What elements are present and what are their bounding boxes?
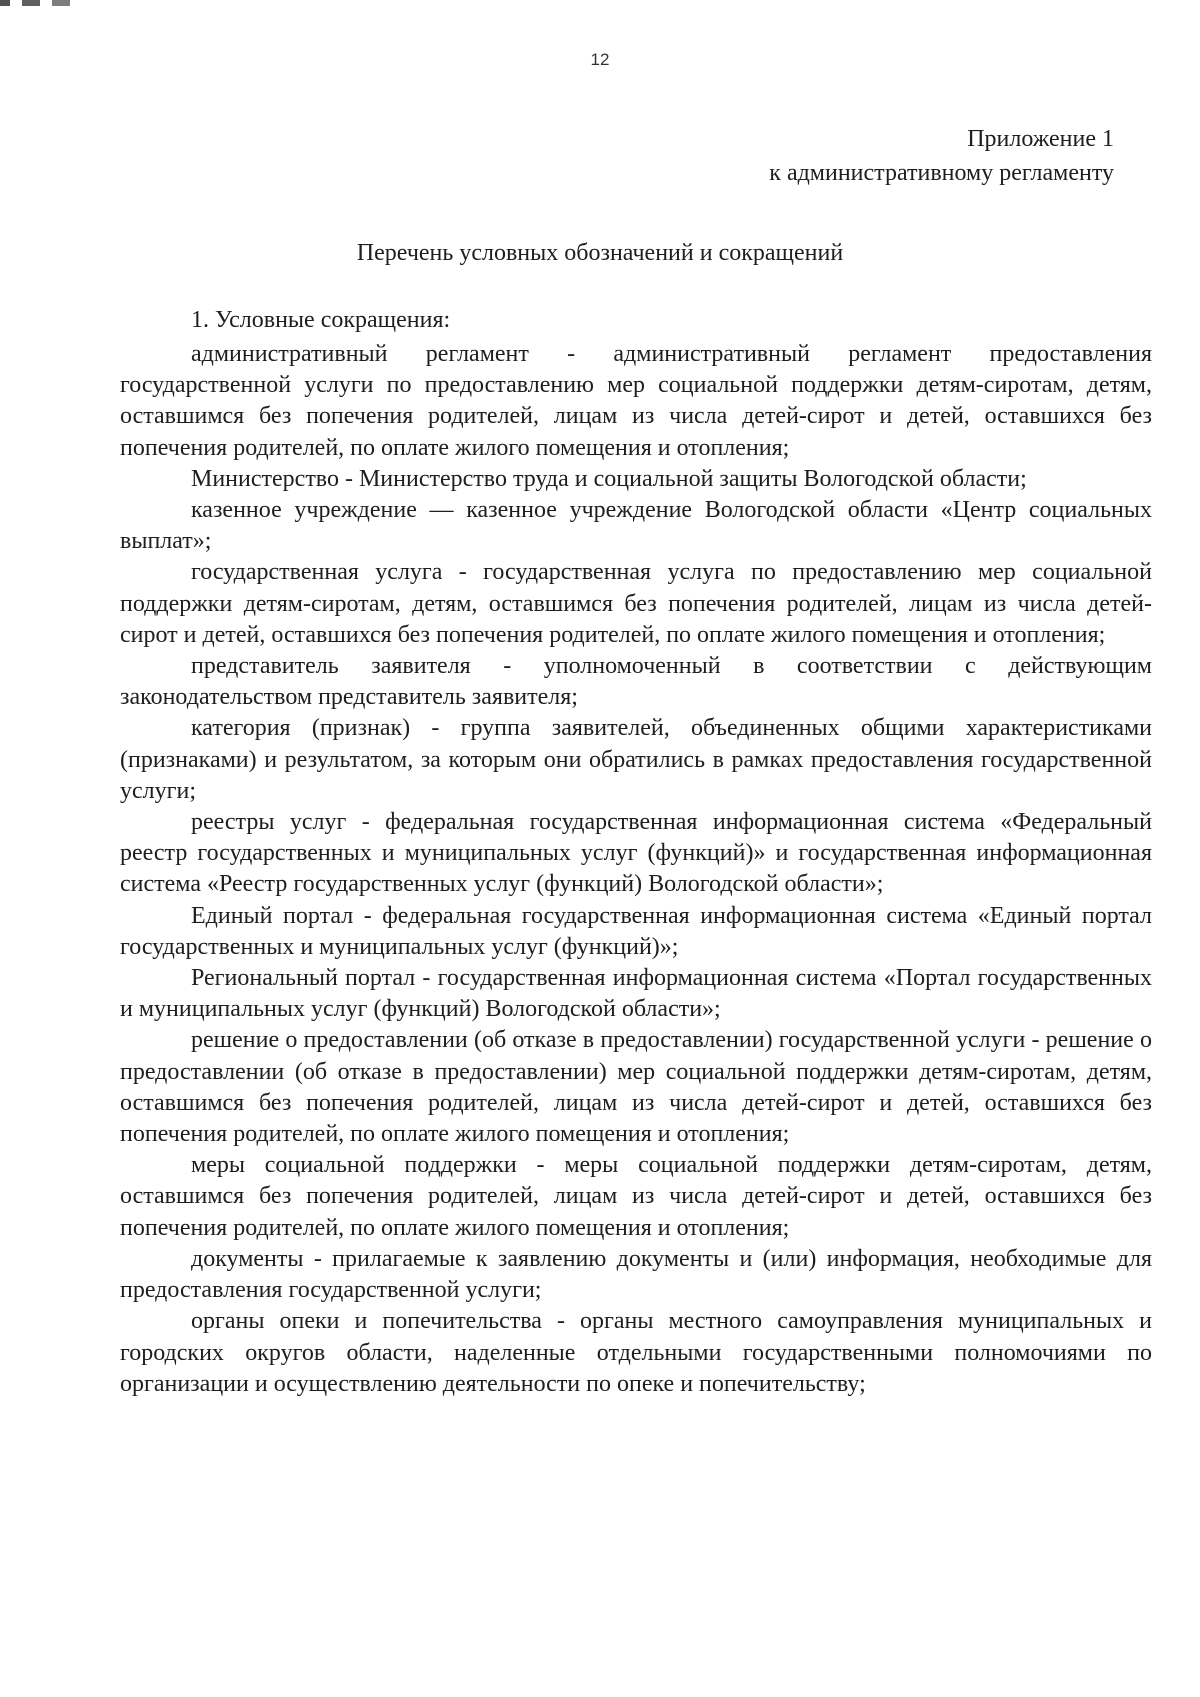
appendix-line-2: к административному регламенту xyxy=(769,160,1114,186)
section-heading: 1. Условные сокращения: xyxy=(191,307,451,333)
appendix-header xyxy=(769,122,1114,190)
definition-item: Региональный портал - государственная информационная система «Портал государственных и муниципальных услуг (функций) Вологодской области»; xyxy=(120,965,1152,1023)
definition-item: решение о предоставлении (об отказе в предоставлении) государственной услуги - решение о предоставлении (об отказе в предоставлении) мер социальной поддержки детям-сиротам, детям, оставшимся без попечения родителей, лицам из числа детей-сирот и детей, оставшихся без попечения родителей, по оплате жилого помещения и отопления; xyxy=(120,1027,1152,1148)
appendix-line-1: Приложение 1 xyxy=(967,126,1114,152)
definition-item: категория (признак) - группа заявителей, объединенных общими характеристиками (признаками) и результатом, за которым они обратились в рамках предоставления государственной услуги; xyxy=(120,715,1152,804)
definition-item: представитель заявителя - уполномоченный в соответствии с действующим законодательством представитель заявителя; xyxy=(120,653,1152,711)
definition-item: Министерство - Министерство труда и социальной защиты Вологодской области; xyxy=(191,465,1027,492)
page-number: 12 xyxy=(590,50,610,69)
definition-item: административный регламент - административный регламент предоставления государственной услуги по предоставлению мер социальной поддержки детям-сиротам, детям, оставшимся без попечения родителей, лицам из числа детей-сирот и детей, оставшихся без попечения родителей, по оплате жилого помещения и отопления; xyxy=(120,341,1152,461)
document-title: Перечень условных обозначений и сокращений xyxy=(356,240,844,266)
definition-item: реестры услуг - федеральная государственная информационная система «Федеральный реестр государственных и муниципальных услуг (функций)» и государственная информационная система «Реестр государственных услуг (функций) Вологодской области»; xyxy=(120,809,1152,898)
definition-item: государственная услуга - государственная услуга по предоставлению мер социальной поддержки детям-сиротам, детям, оставшимся без попечения родителей, лицам из числа детей-сирот и детей, оставшихся без попечения родителей, по оплате жилого помещения и отопления; xyxy=(120,559,1152,648)
definition-item: документы - прилагаемые к заявлению документы и (или) информация, необходимые для предоставления государственной услуги; xyxy=(120,1245,1152,1304)
definition-item: казенное учреждение — казенное учреждение Вологодской области «Центр социальных выплат»; xyxy=(120,497,1152,555)
definition-item: органы опеки и попечительства - органы местного самоуправления муниципальных и городских округов области, наделенные отдельными государственными полномочиями по организации и осуществлению деятельности по опеке и попечительству; xyxy=(120,1308,1152,1397)
definitions-list xyxy=(120,339,1152,1400)
scan-artifact xyxy=(0,0,90,6)
definition-item: Единый портал - федеральная государственная информационная система «Единый портал государственных и муниципальных услуг (функций)»; xyxy=(120,902,1152,960)
definition-item: меры социальной поддержки - меры социальной поддержки детям-сиротам, детям, оставшимся без попечения родителей, лицам из числа детей-сирот и детей, оставшихся без попечения родителей, по оплате жилого помещения и отопления; xyxy=(120,1152,1152,1241)
